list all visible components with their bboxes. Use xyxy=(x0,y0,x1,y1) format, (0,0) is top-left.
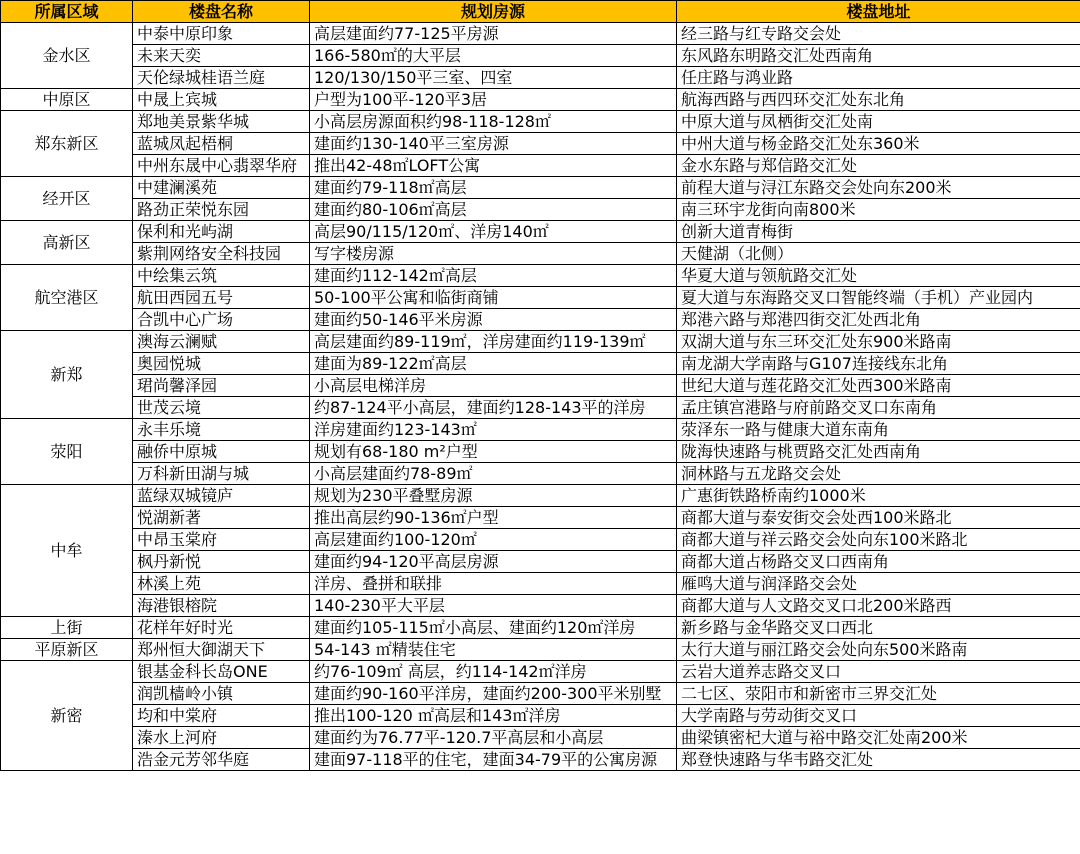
planned-units-cell: 建面约94-120平高层房源 xyxy=(310,551,677,573)
address-cell: 金水东路与郑信路交汇处 xyxy=(677,155,1080,177)
address-cell: 中原大道与凤栖街交汇处南 xyxy=(677,111,1080,133)
planned-units-cell: 推出高层约90-136㎡户型 xyxy=(310,507,677,529)
planned-units-cell: 约76-109㎡ 高层，约114-142㎡洋房 xyxy=(310,661,677,683)
address-cell: 大学南路与劳动街交叉口 xyxy=(677,705,1080,727)
project-name-cell: 天伦绿城桂语兰庭 xyxy=(133,67,310,89)
district-cell: 平原新区 xyxy=(1,639,133,661)
table-row xyxy=(1,617,1080,639)
project-name-cell: 浩金元芳邻华庭 xyxy=(133,749,310,771)
planned-units-cell: 小高层房源面积约98-118-128㎡ xyxy=(310,111,677,133)
table-row xyxy=(1,705,1080,727)
project-name-cell: 郑地美景紫华城 xyxy=(133,111,310,133)
planned-units-cell: 高层建面约100-120㎡ xyxy=(310,529,677,551)
planned-units-cell: 写字楼房源 xyxy=(310,243,677,265)
planned-units-cell: 规划为230平叠墅房源 xyxy=(310,485,677,507)
address-cell: 中州大道与杨金路交汇处东360米 xyxy=(677,133,1080,155)
project-name-cell: 路劲正荣悦东园 xyxy=(133,199,310,221)
address-cell: 郑港六路与郑港四街交汇处西北角 xyxy=(677,309,1080,331)
district-cell: 中牟 xyxy=(1,485,133,617)
address-cell: 天健湖（北侧） xyxy=(677,243,1080,265)
header-address: 楼盘地址 xyxy=(677,1,1080,23)
table-row xyxy=(1,595,1080,617)
table-row xyxy=(1,683,1080,705)
planned-units-cell: 小高层建面约78-89㎡ xyxy=(310,463,677,485)
header-row xyxy=(1,1,1080,23)
address-cell: 曲梁镇密杞大道与裕中路交汇处南200米 xyxy=(677,727,1080,749)
table-row xyxy=(1,661,1080,683)
district-cell: 航空港区 xyxy=(1,265,133,331)
district-cell: 高新区 xyxy=(1,221,133,265)
project-name-cell: 郑州恒大御湖天下 xyxy=(133,639,310,661)
project-name-cell: 中绘集云筑 xyxy=(133,265,310,287)
project-name-cell: 中泰中原印象 xyxy=(133,23,310,45)
planned-units-cell: 推出42-48㎡LOFT公寓 xyxy=(310,155,677,177)
address-cell: 雁鸣大道与润泽路交会处 xyxy=(677,573,1080,595)
district-cell: 经开区 xyxy=(1,177,133,221)
planned-units-cell: 建面约112-142㎡高层 xyxy=(310,265,677,287)
project-name-cell: 中建澜溪苑 xyxy=(133,177,310,199)
table-row xyxy=(1,67,1080,89)
address-cell: 华夏大道与领航路交汇处 xyxy=(677,265,1080,287)
project-name-cell: 花样年好时光 xyxy=(133,617,310,639)
table-row xyxy=(1,199,1080,221)
project-name-cell: 蓝城凤起梧桐 xyxy=(133,133,310,155)
project-name-cell: 枫丹新悦 xyxy=(133,551,310,573)
district-cell: 上街 xyxy=(1,617,133,639)
address-cell: 夏大道与东海路交叉口智能终端（手机）产业园内 xyxy=(677,287,1080,309)
header-planned-units: 规划房源 xyxy=(310,1,677,23)
project-name-cell: 海港银榕院 xyxy=(133,595,310,617)
project-name-cell: 紫荆网络安全科技园 xyxy=(133,243,310,265)
address-cell: 郑登快速路与华韦路交汇处 xyxy=(677,749,1080,771)
table-row xyxy=(1,419,1080,441)
table-row xyxy=(1,133,1080,155)
address-cell: 洞林路与五龙路交会处 xyxy=(677,463,1080,485)
project-name-cell: 银基金科长岛ONE xyxy=(133,661,310,683)
table-row xyxy=(1,331,1080,353)
address-cell: 前程大道与浔江东路交会处向东200米 xyxy=(677,177,1080,199)
planned-units-cell: 洋房、叠拼和联排 xyxy=(310,573,677,595)
planned-units-cell: 洋房建面约123-143㎡ xyxy=(310,419,677,441)
project-name-cell: 保利和光屿湖 xyxy=(133,221,310,243)
address-cell: 云岩大道养志路交叉口 xyxy=(677,661,1080,683)
project-name-cell: 合凯中心广场 xyxy=(133,309,310,331)
table-row xyxy=(1,375,1080,397)
planned-units-cell: 建面约90-160平洋房，建面约200-300平米别墅 xyxy=(310,683,677,705)
planned-units-cell: 建面约79-118㎡高层 xyxy=(310,177,677,199)
project-name-cell: 永丰乐境 xyxy=(133,419,310,441)
address-cell: 二七区、荥阳市和新密市三界交汇处 xyxy=(677,683,1080,705)
table-row xyxy=(1,177,1080,199)
planned-units-cell: 高层建面约77-125平房源 xyxy=(310,23,677,45)
table-row xyxy=(1,155,1080,177)
planned-units-cell: 规划有68-180 m²户型 xyxy=(310,441,677,463)
table-row xyxy=(1,243,1080,265)
planned-units-cell: 建面约50-146平米房源 xyxy=(310,309,677,331)
planned-units-cell: 54-143 ㎡精装住宅 xyxy=(310,639,677,661)
project-name-cell: 航田西园五号 xyxy=(133,287,310,309)
project-name-cell: 融侨中原城 xyxy=(133,441,310,463)
table-row xyxy=(1,639,1080,661)
table-row xyxy=(1,23,1080,45)
planned-units-cell: 建面约105-115㎡小高层、建面约120㎡洋房 xyxy=(310,617,677,639)
address-cell: 任庄路与鸿业路 xyxy=(677,67,1080,89)
district-cell: 郑东新区 xyxy=(1,111,133,177)
table-row xyxy=(1,309,1080,331)
header-district: 所属区域 xyxy=(1,1,133,23)
address-cell: 商都大道与人文路交叉口北200米路西 xyxy=(677,595,1080,617)
planned-units-cell: 166-580㎡的大平层 xyxy=(310,45,677,67)
table-row xyxy=(1,221,1080,243)
table-row xyxy=(1,463,1080,485)
address-cell: 航海西路与西四环交汇处东北角 xyxy=(677,89,1080,111)
header-project-name: 楼盘名称 xyxy=(133,1,310,23)
project-name-cell: 中州东晟中心翡翠华府 xyxy=(133,155,310,177)
address-cell: 荥泽东一路与健康大道东南角 xyxy=(677,419,1080,441)
planned-units-cell: 约87-124平小高层，建面约128-143平的洋房 xyxy=(310,397,677,419)
planned-units-cell: 建面约80-106㎡高层 xyxy=(310,199,677,221)
table-row xyxy=(1,45,1080,67)
planned-units-cell: 建面约为76.77平-120.7平高层和小高层 xyxy=(310,727,677,749)
district-cell: 中原区 xyxy=(1,89,133,111)
district-cell: 新郑 xyxy=(1,331,133,419)
table-row xyxy=(1,551,1080,573)
table-row xyxy=(1,89,1080,111)
address-cell: 广惠街铁路桥南约1000米 xyxy=(677,485,1080,507)
address-cell: 双湖大道与东三环交汇处东900米路南 xyxy=(677,331,1080,353)
district-cell: 金水区 xyxy=(1,23,133,89)
table-row xyxy=(1,529,1080,551)
address-cell: 商都大道占杨路交叉口西南角 xyxy=(677,551,1080,573)
planned-units-cell: 120/130/150平三室、四室 xyxy=(310,67,677,89)
project-name-cell: 均和中棠府 xyxy=(133,705,310,727)
project-name-cell: 林溪上苑 xyxy=(133,573,310,595)
planned-units-cell: 建面约130-140平三室房源 xyxy=(310,133,677,155)
address-cell: 创新大道青梅街 xyxy=(677,221,1080,243)
project-name-cell: 中晟上宾城 xyxy=(133,89,310,111)
planned-units-cell: 建面为89-122㎡高层 xyxy=(310,353,677,375)
project-name-cell: 世茂云境 xyxy=(133,397,310,419)
address-cell: 新乡路与金华路交叉口西北 xyxy=(677,617,1080,639)
project-name-cell: 澳海云澜赋 xyxy=(133,331,310,353)
planned-units-cell: 140-230平大平层 xyxy=(310,595,677,617)
district-cell: 新密 xyxy=(1,661,133,771)
address-cell: 商都大道与泰安街交会处西100米路北 xyxy=(677,507,1080,529)
project-name-cell: 未来天奕 xyxy=(133,45,310,67)
planned-units-cell: 建面97-118平的住宅，建面34-79平的公寓房源 xyxy=(310,749,677,771)
table-row xyxy=(1,507,1080,529)
planned-units-cell: 户型为100平-120平3居 xyxy=(310,89,677,111)
address-cell: 太行大道与丽江路交会处向东500米路南 xyxy=(677,639,1080,661)
project-name-cell: 中昂玉棠府 xyxy=(133,529,310,551)
project-name-cell: 溱水上河府 xyxy=(133,727,310,749)
district-cell: 荥阳 xyxy=(1,419,133,485)
project-name-cell: 奥园悦城 xyxy=(133,353,310,375)
table-row xyxy=(1,749,1080,771)
table-row xyxy=(1,441,1080,463)
project-name-cell: 万科新田湖与城 xyxy=(133,463,310,485)
address-cell: 南三环宇龙街向南800米 xyxy=(677,199,1080,221)
table-row xyxy=(1,727,1080,749)
address-cell: 商都大道与祥云路交会处向东100米路北 xyxy=(677,529,1080,551)
project-name-cell: 悦湖新著 xyxy=(133,507,310,529)
address-cell: 南龙湖大学南路与G107连接线东北角 xyxy=(677,353,1080,375)
table-row xyxy=(1,111,1080,133)
planned-units-cell: 高层90/115/120㎡、洋房140㎡ xyxy=(310,221,677,243)
planned-units-cell: 小高层电梯洋房 xyxy=(310,375,677,397)
address-cell: 孟庄镇宫港路与府前路交叉口东南角 xyxy=(677,397,1080,419)
table-row xyxy=(1,397,1080,419)
address-cell: 经三路与红专路交会处 xyxy=(677,23,1080,45)
planned-units-cell: 高层建面约89-119㎡，洋房建面约119-139㎡ xyxy=(310,331,677,353)
project-name-cell: 蓝绿双城镜庐 xyxy=(133,485,310,507)
address-cell: 东风路东明路交汇处西南角 xyxy=(677,45,1080,67)
project-name-cell: 珺尚馨泽园 xyxy=(133,375,310,397)
address-cell: 陇海快速路与桃贾路交汇处西南角 xyxy=(677,441,1080,463)
table-row xyxy=(1,265,1080,287)
table-row xyxy=(1,353,1080,375)
project-name-cell: 润凯樯岭小镇 xyxy=(133,683,310,705)
table-row xyxy=(1,573,1080,595)
address-cell: 世纪大道与莲花路交汇处西300米路南 xyxy=(677,375,1080,397)
planned-units-cell: 50-100平公寓和临街商铺 xyxy=(310,287,677,309)
table-row xyxy=(1,485,1080,507)
planned-units-cell: 推出100-120 ㎡高层和143㎡洋房 xyxy=(310,705,677,727)
table-row xyxy=(1,287,1080,309)
table-body xyxy=(1,23,1080,771)
